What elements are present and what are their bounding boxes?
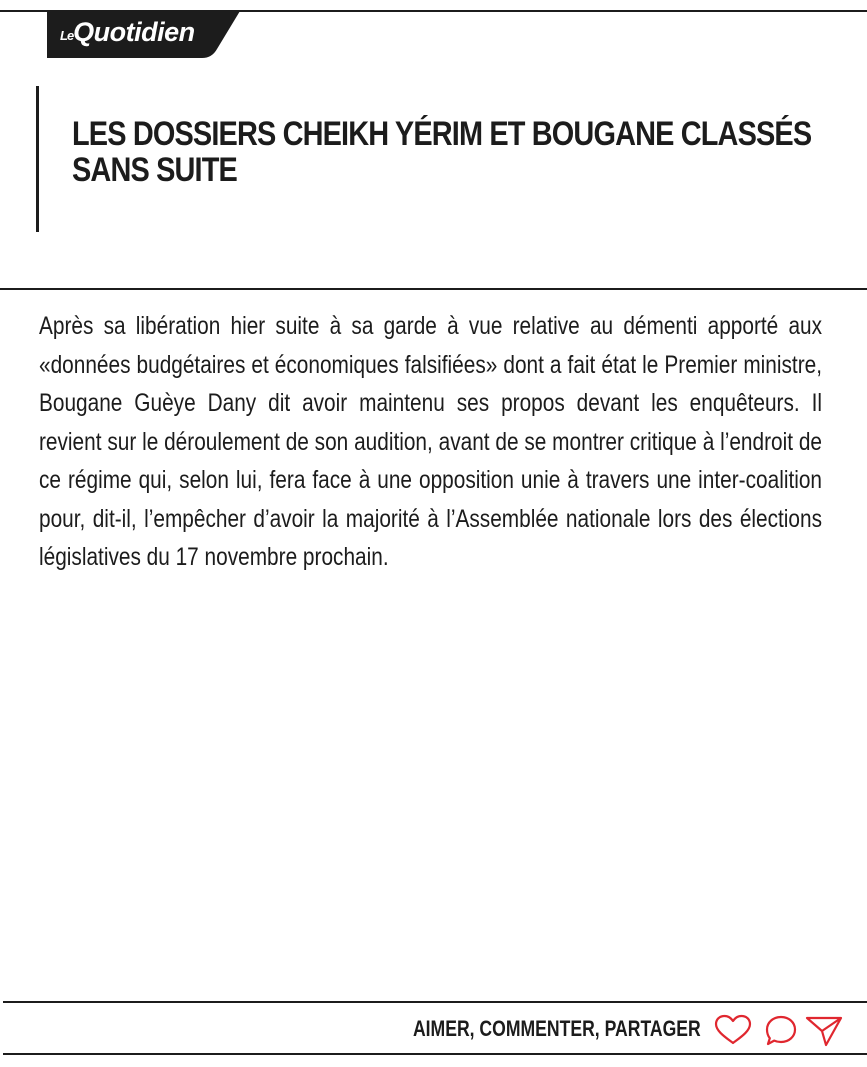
share-icon[interactable]	[804, 1014, 844, 1048]
footer-top-divider	[3, 1001, 867, 1003]
headline-accent-bar	[36, 86, 39, 232]
logo-name: Quotidien	[73, 17, 195, 47]
article-body: Après sa libération hier suite à sa garde à vue relative au démenti apporté aux «données budgétaires et économiques falsifiées» dont a fait état le Premier ministre, Bougane Guèye Dany dit avoir maintenu ses propos devant les enquêteurs. Il revient sur le déroulement de son audition, avant de se montrer critique à l’endroit de ce régime qui, selon lui, fera face à une opposition unie à travers une inter-coalition pour, dit-il, l’empêcher d’avoir la majorité à l’Assemblée nationale lors des élections législatives du 17 novembre prochain.	[39, 312, 823, 571]
footer-bottom-divider	[3, 1053, 867, 1055]
section-divider	[0, 288, 867, 290]
heart-icon[interactable]	[713, 1014, 753, 1046]
article-headline: LES DOSSIERS CHEIKH YÉRIM ET BOUGANE CLASSÉS SANS SUITE	[72, 115, 812, 189]
logo	[47, 11, 240, 58]
logo-prefix: Le	[60, 28, 74, 43]
logo-wordmark	[60, 19, 195, 46]
comment-icon[interactable]	[763, 1014, 799, 1048]
cta-label: AIMER, COMMENTER, PARTAGER	[413, 1016, 701, 1041]
